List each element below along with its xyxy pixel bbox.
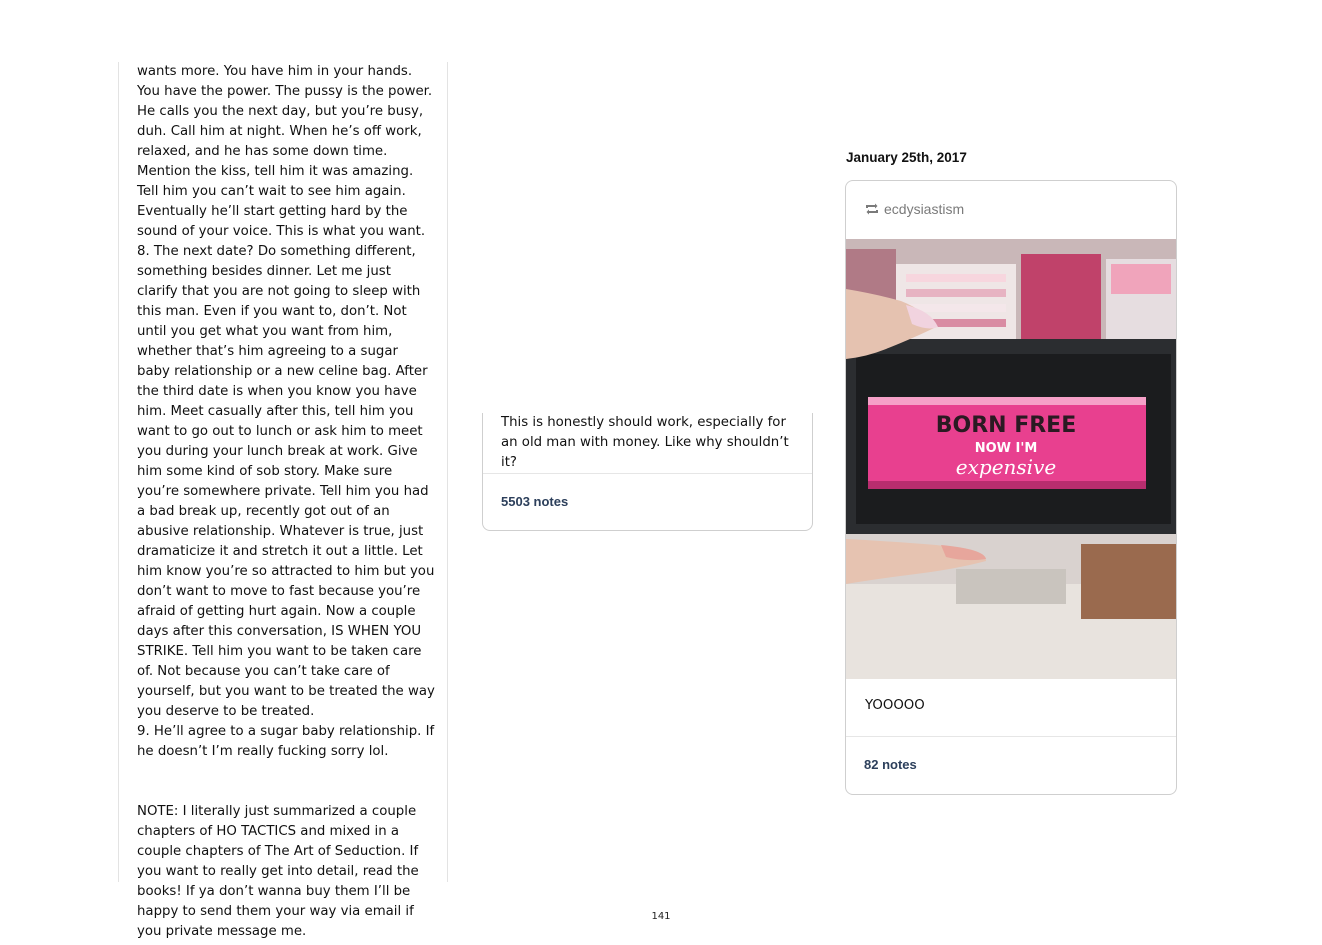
sign-line-2: NOW I'M xyxy=(974,441,1038,456)
sign-line-3: expensive xyxy=(955,455,1057,479)
divider xyxy=(846,736,1176,737)
post-date-header: January 25th, 2017 xyxy=(846,150,967,165)
paragraph-note: NOTE: I literally just summarized a couple chapters of HO TACTICS and mixed in a couple chapters of The Art of Seduction. If you want to really get into detail, read the books! If ya don’t wanna buy them I’ll be happy to send them your way via email if you private message me. xyxy=(137,804,419,939)
post-body-text xyxy=(137,62,435,942)
paragraph-step-8: 8. The next date? Do something different, something besides dinner. Let me just clarify that you are not going to sleep with this man. Even if you want to, don’t. Not until you get what you want from him, whether that’s him agreeing to a sugar baby relationship or a new celine bag. After the third date is when you know you have him. Meet casually after this, tell him you want to go out to lunch or ask him to meet you during your lunch break at work. Give him some kind of sob story. Make sure you’re somewhere private. Tell him you had a bad break up, recently got out of an abusive relationship. Whatever is true, just dramaticize it and stretch it out a little. Let him know you’re so attracted to him but you don’t want to move to fast because you’re afraid of getting hurt again. Now a couple days after this conversation, IS WHEN YOU STRIKE. Tell him you want to be taken care of. Not because you can’t take care of yourself, but you want to be treated the way you deserve to be treated. xyxy=(137,244,435,719)
post-photo[interactable] xyxy=(846,239,1176,679)
right-post-notes-link[interactable]: 82 notes xyxy=(864,757,917,772)
page-number: 141 xyxy=(651,911,671,922)
reblog-source[interactable] xyxy=(865,201,964,217)
middle-post-text: This is honestly should work, especially for an old man with money. Like why shouldn’t it? xyxy=(501,415,789,470)
paragraph-step-9: 9. He’ll agree to a sugar baby relationship. If he doesn’t I’m really fucking sorry lol. xyxy=(137,724,435,759)
left-post-column xyxy=(118,62,448,939)
right-post-card xyxy=(845,180,1177,795)
middle-post-card xyxy=(482,413,813,531)
spacer xyxy=(137,762,435,802)
sign-line-1: BORN FREE xyxy=(935,413,1077,438)
divider xyxy=(483,473,812,474)
middle-post-notes-link[interactable]: 5503 notes xyxy=(501,494,569,509)
reblog-source-name: ecdysiastism xyxy=(884,201,965,217)
reblog-icon xyxy=(865,203,879,215)
post-caption: YOOOOO xyxy=(865,698,925,713)
paragraph-continuation: wants more. You have him in your hands. You have the power. The pussy is the power. He calls you the next day, but you’re busy, duh. Call him at night. When he’s off work, relaxed, and he has some down time. Mention the kiss, tell him it was amazing. Tell him you can’t wait to see him again. Eventually he’ll start getting hard by the sound of your voice. This is what you want. xyxy=(137,64,433,239)
